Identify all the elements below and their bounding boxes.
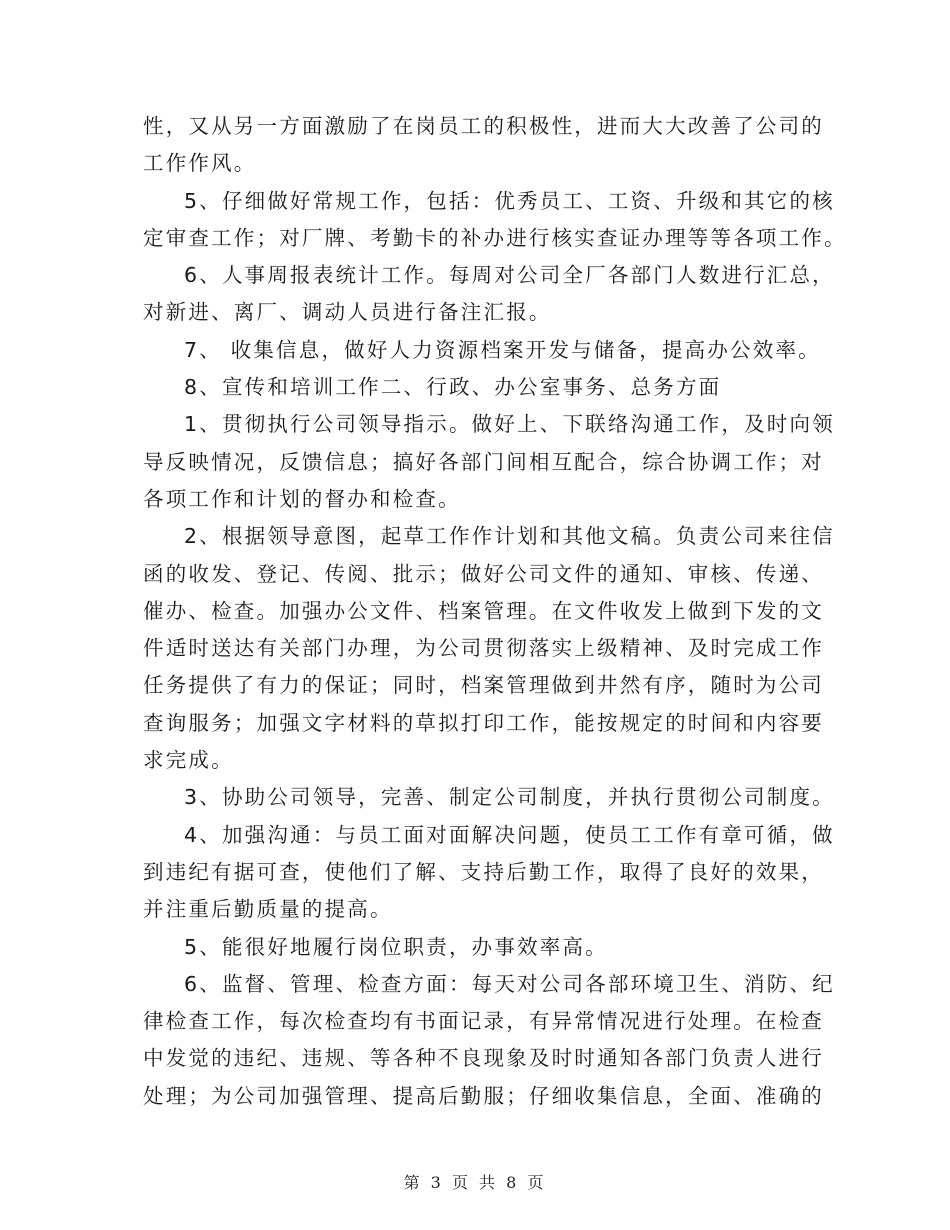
text-line: 并注重后勤质量的提高。 <box>143 897 393 922</box>
text-line: 催办、检查。加强办公文件、档案管理。在文件收发上做到下发的文 <box>143 598 824 623</box>
text-line: 5、仔细做好常规工作，包括：优秀员工、工资、升级和其它的核 <box>184 188 835 213</box>
text-line: 7、 收集信息，做好人力资源档案开发与储备，提高办公效率。 <box>184 337 821 362</box>
text-line: 件适时送达有关部门办理，为公司贯彻落实上级精神、及时完成工作 <box>143 636 824 661</box>
text-line: 到违纪有据可查，使他们了解、支持后勤工作，取得了良好的效果， <box>143 859 824 884</box>
text-line: 3、协助公司领导，完善、制定公司制度，并执行贯彻公司制度。 <box>184 785 835 810</box>
text-line: 查询服务；加强文字材料的草拟打印工作，能按规定的时间和内容要 <box>143 710 824 735</box>
text-line: 求完成。 <box>143 748 234 773</box>
text-line: 导反映情况，反馈信息；搞好各部门间相互配合，综合协调工作；对 <box>143 449 824 474</box>
text-line: 1、贯彻执行公司领导指示。做好上、下联络沟通工作，及时向领 <box>184 412 835 437</box>
text-line: 处理；为公司加强管理、提高后勤服；仔细收集信息，全面、准确的 <box>143 1083 824 1108</box>
text-line: 各项工作和计划的督办和检查。 <box>143 486 461 511</box>
text-line: 2、根据领导意图，起草工作作计划和其他文稿。负责公司来往信 <box>184 524 835 549</box>
text-line: 对新进、离厂、调动人员进行备注汇报。 <box>143 300 552 325</box>
text-line: 任务提供了有力的保证；同时，档案管理做到井然有序，随时为公司 <box>143 673 824 698</box>
text-line: 定审查工作；对厂牌、考勤卡的补办进行核实查证办理等等各项工作。 <box>143 225 847 250</box>
text-line: 性，又从另一方面激励了在岗员工的积极性，进而大大改善了公司的 <box>143 114 824 138</box>
page-footer: 第 3 页 共 8 页 <box>403 1173 547 1192</box>
text-line: 5、能很好地履行岗位职责，办事效率高。 <box>184 934 608 959</box>
text-line: 8、宣传和培训工作二、行政、办公室事务、总务方面 <box>184 375 722 400</box>
document-body <box>143 108 847 1115</box>
text-line: 4、加强沟通：与员工面对面解决问题，使员工工作有章可循，做 <box>184 822 835 847</box>
text-line: 中发觉的违纪、违规、等各种不良现象及时时通知各部门负责人进行 <box>143 1046 824 1071</box>
text-line: 律检查工作，每次检查均有书面记录，有异常情况进行处理。在检查 <box>143 1009 824 1034</box>
text-line: 6、人事周报表统计工作。每周对公司全厂各部门人数进行汇总， <box>184 263 835 288</box>
text-line: 工作作风。 <box>143 151 257 176</box>
text-line: 函的收发、登记、传阅、批示；做好公司文件的通知、审核、传递、 <box>143 561 824 586</box>
text-line: 6、监督、管理、检查方面：每天对公司各部环境卫生、消防、纪 <box>184 971 835 996</box>
